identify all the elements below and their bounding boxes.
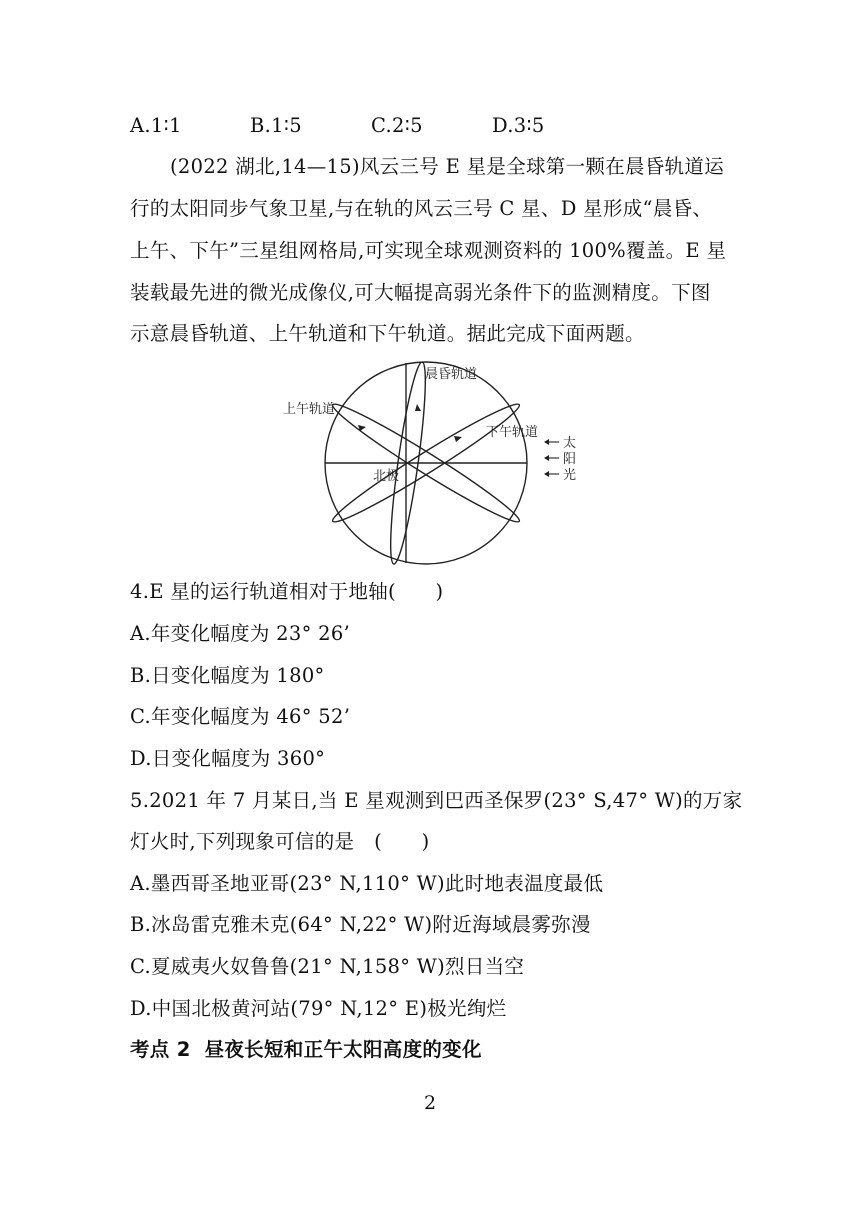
orbit-arrow-icon	[415, 404, 421, 411]
page-number: 2	[423, 1092, 437, 1114]
orbit-diagram	[270, 356, 590, 566]
label-dawn-dusk-orbit: 晨昏轨道	[425, 367, 478, 382]
question-5-option-c: C.夏威夷火奴鲁鲁(21° N,158° W)烈日当空	[130, 955, 525, 978]
question-4-option-a: A.年变化幅度为 23° 26’	[130, 622, 351, 645]
intro-line-4: 装载最先进的微光成像仪,可大幅提高弱光条件下的监测精度。下图	[130, 281, 711, 304]
section-label: 考点 2	[130, 1038, 191, 1061]
question-5-stem-line-1: 5.2021 年 7 月某日,当 E 星观测到巴西圣保罗(23° S,47° W)的万家	[130, 789, 743, 812]
intro-line-5: 示意晨昏轨道、上午轨道和下午轨道。据此完成下面两题。	[130, 322, 645, 345]
label-north-pole: 北极	[373, 469, 400, 484]
section-title: 昼夜长短和正午太阳高度的变化	[204, 1038, 482, 1061]
sunlight-char-1: 太	[563, 436, 577, 451]
question-4-option-b: B.日变化幅度为 180°	[130, 664, 325, 687]
question-4-option-c: C.年变化幅度为 46° 52’	[130, 705, 351, 728]
intro-line-1: (2022 湖北,14—15)风云三号 E 星是全球第一颗在晨昏轨道运	[170, 155, 724, 178]
orbit-arrow-icon	[454, 436, 462, 442]
question-4-option-d: D.日变化幅度为 360°	[130, 747, 326, 770]
prev-option-c: C.2∶5	[371, 114, 423, 137]
intro-line-2: 行的太阳同步气象卫星,与在轨的风云三号 C 星、D 星形成“晨昏、	[130, 197, 713, 220]
question-5-stem-line-2: 灯火时,下列现象可信的是 ( )	[130, 830, 430, 853]
sunlight-char-2: 阳	[563, 452, 577, 467]
question-4-stem: 4.E 星的运行轨道相对于地轴( )	[130, 580, 444, 603]
prev-option-a: A.1∶1	[130, 114, 182, 137]
label-morning-orbit: 上午轨道	[283, 402, 336, 417]
prev-option-b: B.1∶5	[250, 114, 302, 137]
previous-options-row	[130, 112, 545, 140]
prev-option-d: D.3∶5	[492, 114, 545, 137]
section-heading	[130, 1036, 482, 1064]
question-5-option-d: D.中国北极黄河站(79° N,12° E)极光绚烂	[130, 997, 507, 1020]
intro-line-3: 上午、下午”三星组网格局,可实现全球观测资料的 100%覆盖。E 星	[130, 239, 727, 262]
sunlight-char-3: 光	[563, 468, 577, 483]
label-afternoon-orbit: 下午轨道	[486, 425, 539, 440]
question-5-option-b: B.冰岛雷克雅未克(64° N,22° W)附近海域晨雾弥漫	[130, 913, 591, 936]
question-5-option-a: A.墨西哥圣地亚哥(23° N,110° W)此时地表温度最低	[130, 872, 604, 895]
